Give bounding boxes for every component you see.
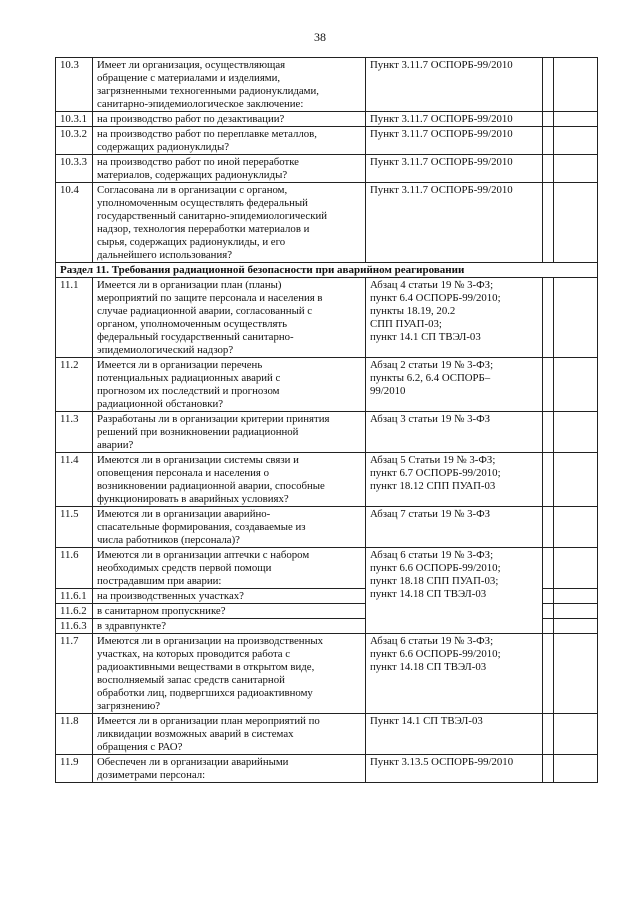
- question-line: загрязнению?: [97, 700, 161, 712]
- question-line: Разработаны ли в организации критерии принятия: [97, 413, 330, 425]
- reference-cell: [366, 112, 543, 127]
- reference-line: пункт 14.18 СП ТВЭЛ-03: [370, 588, 487, 600]
- item-number: 11.9: [56, 755, 93, 783]
- reference-line: Абзац 7 статьи 19 № 3-ФЗ: [370, 508, 491, 520]
- question-line: материалов, содержащих радионуклиды?: [97, 169, 288, 181]
- table-row: [56, 755, 598, 783]
- answer-cell[interactable]: [543, 58, 554, 112]
- answer-cell[interactable]: [543, 412, 554, 453]
- question-line: спасательные формирования, создаваемые из: [97, 521, 306, 533]
- reference-line: Пункт 3.11.7 ОСПОРБ-99/2010: [370, 59, 513, 71]
- reference-cell: [366, 755, 543, 783]
- question-line: уполномоченным осуществлять федеральный: [97, 197, 308, 209]
- answer-cell[interactable]: [543, 453, 554, 507]
- answer-cell[interactable]: [543, 634, 554, 714]
- table-row: [56, 412, 598, 453]
- answer-cell[interactable]: [543, 604, 554, 619]
- question-line: пострадавшим при аварии:: [97, 575, 222, 587]
- note-cell[interactable]: [554, 58, 598, 112]
- note-cell[interactable]: [554, 634, 598, 714]
- question-line: Имеется ли в организации план (планы): [97, 279, 282, 291]
- reference-cell: [366, 507, 543, 548]
- question-line: Обеспечен ли в организации аварийными: [97, 756, 289, 768]
- question-line: в здравпункте?: [97, 620, 167, 632]
- question-line: обращение с материалами и изделиями,: [97, 72, 281, 84]
- checklist-table: [55, 57, 598, 783]
- answer-cell[interactable]: [543, 112, 554, 127]
- question-cell: [93, 278, 366, 358]
- table-row: [56, 183, 598, 263]
- reference-line: Абзац 2 статьи 19 № 3-ФЗ;: [370, 359, 494, 371]
- table-row: [56, 58, 598, 112]
- question-cell: [93, 548, 366, 589]
- question-line: эпидемиологический надзор?: [97, 344, 234, 356]
- item-number: 11.2: [56, 358, 93, 412]
- question-cell: [93, 604, 366, 619]
- item-number: 11.6.1: [56, 589, 93, 604]
- question-line: функционировать в аварийных условиях?: [97, 493, 289, 505]
- question-line: обращения с РАО?: [97, 741, 183, 753]
- reference-line: Абзац 6 статьи 19 № 3-ФЗ;: [370, 635, 494, 647]
- reference-line: Пункт 3.11.7 ОСПОРБ-99/2010: [370, 128, 513, 140]
- reference-line: пункт 18.12 СПП ПУАП-03: [370, 480, 496, 492]
- question-line: государственный санитарно-эпидемиологический: [97, 210, 328, 222]
- item-number: 11.1: [56, 278, 93, 358]
- reference-line: Абзац 6 статьи 19 № 3-ФЗ;: [370, 549, 494, 561]
- note-cell[interactable]: [554, 183, 598, 263]
- question-cell: [93, 155, 366, 183]
- question-line: Имеет ли организация, осуществляющая: [97, 59, 286, 71]
- note-cell[interactable]: [554, 755, 598, 783]
- page-number: 38: [314, 30, 326, 44]
- reference-line: Пункт 3.13.5 ОСПОРБ-99/2010: [370, 756, 514, 768]
- table-row: [56, 278, 598, 358]
- reference-line: Пункт 3.11.7 ОСПОРБ-99/2010: [370, 184, 513, 196]
- answer-cell[interactable]: [543, 589, 554, 604]
- item-number: 10.4: [56, 183, 93, 263]
- question-line: органом, уполномоченным осуществлять: [97, 318, 288, 330]
- answer-cell[interactable]: [543, 183, 554, 263]
- reference-line: пункты 18.19, 20.2: [370, 305, 456, 317]
- section-row: [56, 263, 598, 278]
- question-line: загрязненными техногенными радионуклидами,: [97, 85, 319, 97]
- answer-cell[interactable]: [543, 358, 554, 412]
- question-cell: [93, 127, 366, 155]
- note-cell[interactable]: [554, 619, 598, 634]
- question-line: необходимых средств первой помощи: [97, 562, 272, 574]
- table-row: [56, 548, 598, 589]
- question-line: восполняемый запас средств санитарной: [97, 674, 285, 686]
- table-row: [56, 127, 598, 155]
- table-row: [56, 714, 598, 755]
- note-cell[interactable]: [554, 548, 598, 589]
- item-number: 11.6.3: [56, 619, 93, 634]
- question-line: в санитарном пропускнике?: [97, 605, 226, 617]
- reference-line: Абзац 5 Статьи 19 № 3-ФЗ;: [370, 454, 496, 466]
- reference-cell: [366, 548, 543, 634]
- reference-cell: [366, 634, 543, 714]
- reference-cell: [366, 155, 543, 183]
- question-line: случае радиационной аварии, согласованный с: [97, 305, 313, 317]
- table-row: [56, 634, 598, 714]
- question-line: радиоактивными веществами в открытом виде,: [97, 661, 315, 673]
- note-cell[interactable]: [554, 714, 598, 755]
- item-number: 11.7: [56, 634, 93, 714]
- reference-line: пункт 14.1 СП ТВЭЛ-03: [370, 331, 481, 343]
- question-line: оповещения персонала и населения о: [97, 467, 269, 479]
- table-row: [56, 155, 598, 183]
- table-row: [56, 507, 598, 548]
- reference-line: Абзац 4 статьи 19 № 3-ФЗ;: [370, 279, 494, 291]
- question-line: обработки лиц, подвергшихся радиоактивному: [97, 687, 313, 699]
- reference-line: пункт 6.6 ОСПОРБ-99/2010;: [370, 648, 501, 660]
- item-number: 11.8: [56, 714, 93, 755]
- question-line: санитарно-эпидемиологическое заключение:: [97, 98, 304, 110]
- question-line: Согласована ли в организации с органом,: [97, 184, 288, 196]
- question-line: радиационной обстановки?: [97, 398, 224, 410]
- reference-line: Абзац 3 статьи 19 № 3-ФЗ: [370, 413, 491, 425]
- reference-cell: [366, 183, 543, 263]
- question-line: содержащих радионуклиды?: [97, 141, 229, 153]
- item-number: 10.3.2: [56, 127, 93, 155]
- reference-line: пункт 14.18 СП ТВЭЛ-03: [370, 661, 487, 673]
- question-line: дальнейшего использования?: [97, 249, 232, 261]
- question-cell: [93, 589, 366, 604]
- reference-cell: [366, 58, 543, 112]
- question-cell: [93, 755, 366, 783]
- question-line: Имеются ли в организации системы связи и: [97, 454, 299, 466]
- question-cell: [93, 412, 366, 453]
- reference-line: СПП ПУАП-03;: [370, 318, 442, 330]
- question-line: на производство работ по дезактивации?: [97, 113, 285, 125]
- question-line: на производство работ по переплавке металлов,: [97, 128, 317, 140]
- question-cell: [93, 112, 366, 127]
- question-cell: [93, 358, 366, 412]
- item-number: 11.6: [56, 548, 93, 589]
- answer-cell[interactable]: [543, 278, 554, 358]
- question-line: потенциальных радиационных аварий с: [97, 372, 281, 384]
- note-cell[interactable]: [554, 453, 598, 507]
- question-cell: [93, 714, 366, 755]
- item-number: 11.6.2: [56, 604, 93, 619]
- reference-line: пункт 6.6 ОСПОРБ-99/2010;: [370, 562, 501, 574]
- item-number: 10.3: [56, 58, 93, 112]
- question-cell: [93, 507, 366, 548]
- answer-cell[interactable]: [543, 507, 554, 548]
- note-cell[interactable]: [554, 507, 598, 548]
- question-line: на производство работ по иной переработке: [97, 156, 299, 168]
- question-line: Имеются ли в организации аптечки с набором: [97, 549, 310, 561]
- question-cell: [93, 58, 366, 112]
- item-number: 11.3: [56, 412, 93, 453]
- question-line: на производственных участках?: [97, 590, 244, 602]
- answer-cell[interactable]: [543, 714, 554, 755]
- question-line: участках, на которых проводится работа с: [97, 648, 291, 660]
- reference-cell: [366, 358, 543, 412]
- note-cell[interactable]: [554, 589, 598, 604]
- item-number: 11.5: [56, 507, 93, 548]
- note-cell[interactable]: [554, 278, 598, 358]
- question-line: ликвидации возможных аварий в системах: [97, 728, 294, 740]
- reference-line: 99/2010: [370, 385, 406, 397]
- question-line: числа работников (персонала)?: [97, 534, 240, 546]
- section-title: Раздел 11. Требования радиационной безопасности при аварийном реагировании: [56, 263, 598, 278]
- question-line: прогнозом их последствий и прогнозом: [97, 385, 280, 397]
- reference-line: Пункт 3.11.7 ОСПОРБ-99/2010: [370, 156, 513, 168]
- note-cell[interactable]: [554, 604, 598, 619]
- reference-cell: [366, 714, 543, 755]
- question-cell: [93, 619, 366, 634]
- table-row: [56, 358, 598, 412]
- question-line: решений при возникновении радиационной: [97, 426, 299, 438]
- reference-line: Пункт 3.11.7 ОСПОРБ-99/2010: [370, 113, 513, 125]
- question-line: Имеются ли в организации аварийно-: [97, 508, 271, 520]
- reference-line: пункты 6.2, 6.4 ОСПОРБ–: [370, 372, 491, 384]
- question-line: надзор, технология переработки материалов и: [97, 223, 310, 235]
- answer-cell[interactable]: [543, 619, 554, 634]
- item-number: 10.3.1: [56, 112, 93, 127]
- item-number: 10.3.3: [56, 155, 93, 183]
- reference-line: Пункт 14.1 СП ТВЭЛ-03: [370, 715, 483, 727]
- answer-cell[interactable]: [543, 155, 554, 183]
- table-row: [56, 112, 598, 127]
- note-cell[interactable]: [554, 358, 598, 412]
- answer-cell[interactable]: [543, 127, 554, 155]
- question-line: Имеется ли в организации перечень: [97, 359, 263, 371]
- note-cell[interactable]: [554, 127, 598, 155]
- answer-cell[interactable]: [543, 548, 554, 589]
- question-line: сырья, содержащих радионуклиды, и его: [97, 236, 286, 248]
- question-line: Имеются ли в организации на производственных: [97, 635, 324, 647]
- question-line: мероприятий по защите персонала и населения в: [97, 292, 323, 304]
- question-line: дозиметрами персонал:: [97, 769, 206, 781]
- question-cell: [93, 453, 366, 507]
- answer-cell[interactable]: [543, 755, 554, 783]
- reference-line: пункт 6.7 ОСПОРБ-99/2010;: [370, 467, 501, 479]
- question-line: Имеется ли в организации план мероприятий по: [97, 715, 320, 727]
- question-line: федеральный государственный санитарно-: [97, 331, 294, 343]
- reference-cell: [366, 453, 543, 507]
- question-line: возникновении радиационной аварии, способные: [97, 480, 325, 492]
- question-cell: [93, 183, 366, 263]
- note-cell[interactable]: [554, 155, 598, 183]
- item-number: 11.4: [56, 453, 93, 507]
- reference-cell: [366, 127, 543, 155]
- note-cell[interactable]: [554, 412, 598, 453]
- reference-cell: [366, 412, 543, 453]
- reference-line: пункт 6.4 ОСПОРБ-99/2010;: [370, 292, 501, 304]
- question-line: аварии?: [97, 439, 134, 451]
- note-cell[interactable]: [554, 112, 598, 127]
- reference-cell: [366, 278, 543, 358]
- question-cell: [93, 634, 366, 714]
- reference-line: пункт 18.18 СПП ПУАП-03;: [370, 575, 499, 587]
- table-row: [56, 453, 598, 507]
